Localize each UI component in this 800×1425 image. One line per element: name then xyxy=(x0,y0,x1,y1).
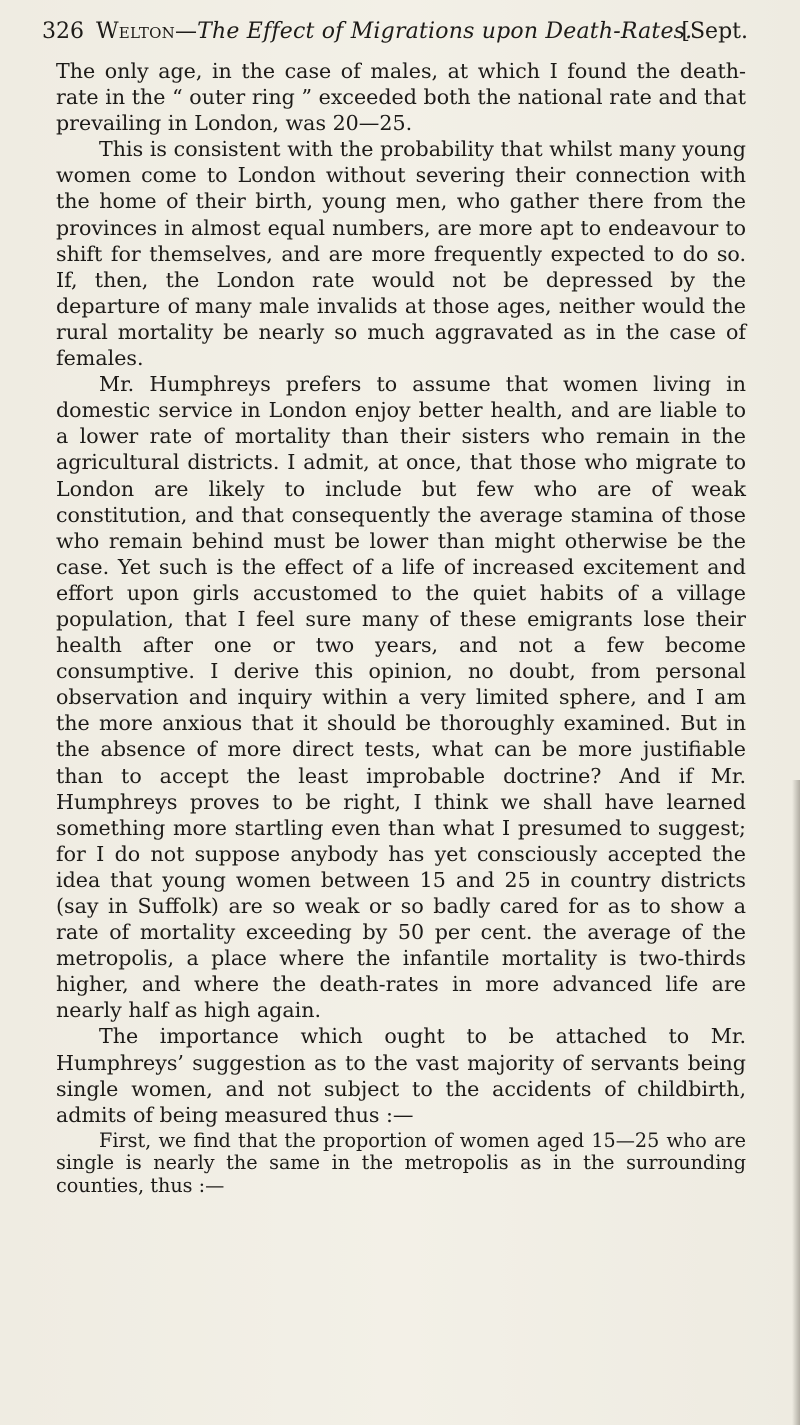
paragraph-2: This is consistent with the probability that whilst many young women come to London without severing their connection with the home of their birth, young men, who gather there from the provinces in almost equal numbers, are more apt to endeavour to shift for themselves, and are more frequently expected to do so. If, then, the London rate would not be depressed by the departure of many male invalids at those ages, neither would the rural mortality be nearly so much aggravated as in the case of females. xyxy=(56,137,746,371)
running-title xyxy=(96,14,692,50)
paragraph-5: First, we find that the proportion of women aged 15—25 who are single is nearly the same in the metropolis as in the surrounding counties, thus :— xyxy=(56,1129,746,1197)
paragraph-1: The only age, in the case of males, at which I found the death-rate in the “ outer ring ” exceeded both the national rate and that prevailing in London, was 20—25. xyxy=(56,59,746,136)
running-title-author: Welton xyxy=(96,19,175,44)
paragraph-3: Mr. Humphreys prefers to assume that women living in domestic service in London enjoy better health, and are liable to a lower rate of mortality than their sisters who remain in the agricultural districts. I admit, at once, that those who migrate to London are likely to include but few who are of weak constitution, and that consequently the average stamina of those who remain behind must be lower than might otherwise be the case. Yet such is the effect of a life of increased excitement and effort upon girls accustomed to the quiet habits of a village population, that I feel sure many of these emigrants lose their health after one or two years, and not a few become consumptive. I derive this opinion, no doubt, from personal observation and inquiry within a very limited sphere, and I am the more anxious that it should be thoroughly examined. But in the absence of more direct tests, what can be more justifiable than to accept the least improbable doctrine? And if Mr. Humphreys proves to be right, I think we shall have learned something more startling even than what I presumed to suggest; for I do not suppose anybody has yet consciously accepted the idea that young women between 15 and 25 in country districts (say in Suffolk) are so weak or so badly cared for as to show a rate of mortality exceeding by 50 per cent. the average of the metropolis, a place where the infantile mortality is two-thirds higher, and where the death-rates in more advanced life are nearly half as high again. xyxy=(56,372,746,1023)
running-title-separator: — xyxy=(174,19,198,44)
running-title-subject: The Effect of Migrations upon Death-Rates. xyxy=(197,19,693,44)
page-number: 326 xyxy=(42,19,84,44)
running-date: [Sept. xyxy=(681,19,748,44)
body-text xyxy=(56,58,746,1128)
running-header xyxy=(42,14,748,50)
paragraph-4: The importance which ought to be attached to Mr. Humphreys’ suggestion as to the vast majority of servants being single women, and not subject to the accidents of childbirth, admits of being measured thus :— xyxy=(56,1024,746,1127)
small-type-text xyxy=(56,1130,746,1197)
page-edge-shadow xyxy=(792,780,800,1425)
